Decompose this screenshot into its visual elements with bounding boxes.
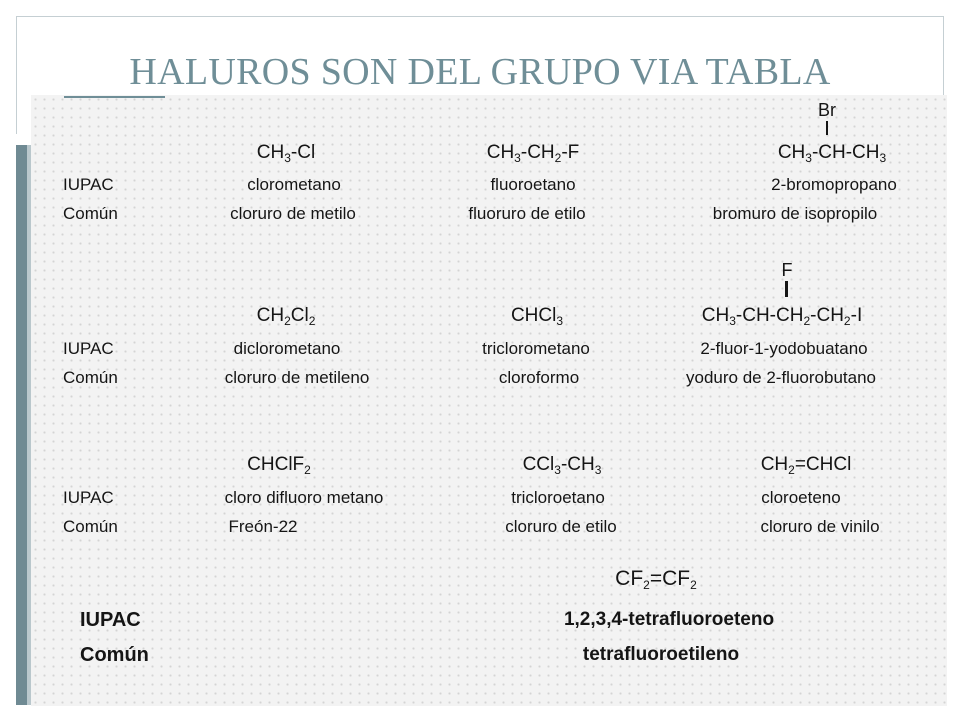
comun-cloruro-de-etilo: cloruro de etilo [505, 517, 617, 536]
iupac-label: IUPAC [63, 175, 114, 194]
comun-label: Común [63, 204, 118, 223]
comun-yoduro-de-2-fluorobutano: yoduro de 2-fluorobutano [686, 368, 876, 387]
iupac-label-bold: IUPAC [80, 609, 141, 631]
slide-title [0, 50, 960, 94]
iupac-tricloroetano: tricloroetano [511, 488, 605, 507]
bond-line-br [826, 121, 828, 135]
title-rest: UROS SON DEL GRUPO VIA TABLA [208, 51, 831, 93]
iupac-label: IUPAC [63, 488, 114, 507]
comun-tetrafluoroetileno: tetrafluoroetileno [582, 644, 740, 665]
frame-top-line [16, 16, 944, 17]
comun-fluoruro-de-etilo: fluoruro de etilo [468, 204, 586, 223]
halide-table-image [31, 95, 947, 706]
formula-cloroeteno: $CH_2=CHCl$ [760, 454, 852, 477]
formula-diclorometano: $CH_2Cl_2$ [256, 305, 316, 328]
iupac-label: IUPAC [63, 339, 114, 358]
title-underlined-part: HAL [129, 51, 209, 93]
title-underline [64, 96, 165, 98]
formula-2-bromopropano: $CH_3-CH-CH_3$ [777, 142, 887, 165]
formula-tricloroetano: $CCl_3-CH_3$ [522, 454, 602, 477]
formula-cloro-difluoro-metano: CHClF$_2$ [247, 454, 311, 477]
formula-clorometano: $CH_3-Cl$ [256, 142, 316, 165]
iupac-clorometano: clorometano [247, 175, 341, 194]
iupac-2-fluor-1-yodobuatano: 2-fluor-1-yodobuatano [700, 339, 868, 358]
comun-label-bold: Común [80, 644, 149, 666]
comun-bromuro-de-isopropilo: bromuro de isopropilo [712, 204, 878, 223]
iupac-cloroeteno: cloroeteno [761, 488, 841, 507]
comun-label: Común [63, 517, 118, 536]
iupac-2-bromopropano: 2-bromopropano [771, 175, 897, 194]
substituent-f: F [781, 260, 793, 280]
iupac-tetrafluoroeteno: 1,2,3,4-tetrafluoroeteno [563, 609, 775, 630]
substituent-br: Br [818, 100, 836, 120]
comun-cloroformo: cloroformo [498, 368, 580, 387]
comun-cloruro-de-metileno: cloruro de metileno [224, 368, 370, 387]
iupac-diclorometano: diclorometano [233, 339, 341, 358]
iupac-triclorometano: triclorometano [482, 339, 590, 358]
bond-line-f [785, 281, 788, 297]
formula-2-fluor-1-yodobuatano: $CH_3-CH-CH_2-CH_2-I$ [701, 305, 863, 328]
formula-fluoroetano: $CH_3-CH_2-F$ [486, 142, 580, 165]
comun-cloruro-de-metilo: cloruro de metilo [230, 204, 356, 223]
comun-freon-22: Freón-22 [228, 517, 298, 536]
iupac-cloro-difluoro-metano: cloro difluoro metano [224, 488, 384, 507]
formula-tetrafluoroeteno: $CF_2=CF_2$ [615, 567, 697, 592]
formula-triclorometano: CHCl$_3$ [510, 305, 564, 328]
comun-label: Común [63, 368, 118, 387]
left-accent-bar [16, 145, 27, 705]
iupac-fluoroetano: fluoroetano [490, 175, 576, 194]
comun-cloruro-de-vinilo: cloruro de vinilo [760, 517, 880, 536]
